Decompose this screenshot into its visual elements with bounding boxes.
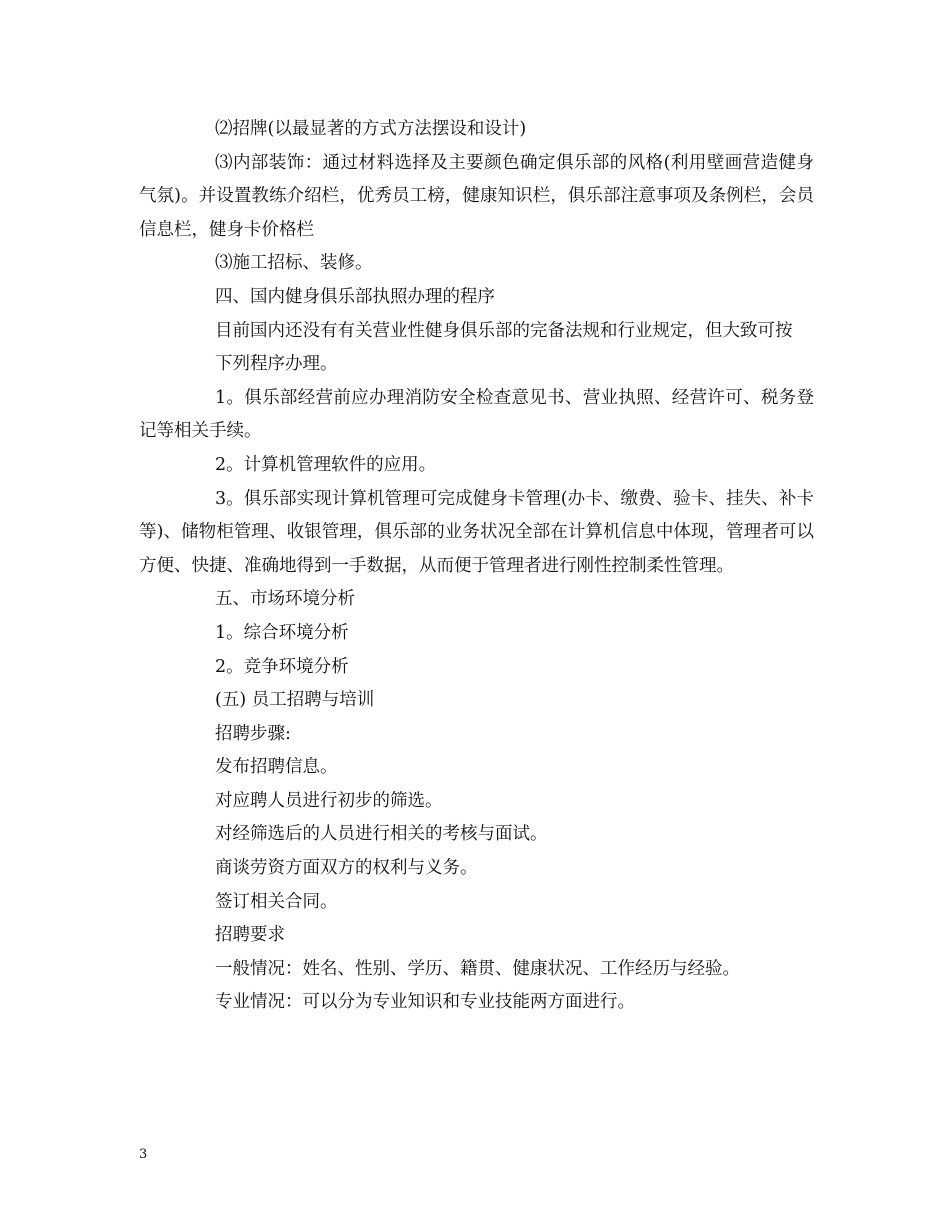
- section-heading-license-procedure: 四、国内健身俱乐部执照办理的程序: [215, 286, 495, 307]
- list-item-step-4: 商谈劳资方面双方的权利与义务。: [215, 858, 478, 879]
- list-item-procedure-3: 3。俱乐部实现计算机管理可完成健身卡管理(办卡、缴费、验卡、挂失、补卡等)、储物柜管理、收银管理，俱乐部的业务状况全部在计算机信息中体现，管理者可以方便、快捷、准确地得到一手数据，从而便于管理者进行刚性控制柔性管理。: [139, 488, 814, 576]
- section-heading-market-analysis: 五、市场环境分析: [215, 589, 355, 610]
- list-item-procedure-2: 2。计算机管理软件的应用。: [215, 454, 437, 475]
- list-item-step-5: 签订相关合同。: [215, 891, 338, 912]
- list-item-step-2: 对应聘人员进行初步的筛选。: [215, 790, 443, 811]
- paragraph-procedure-intro: 下列程序办理。: [215, 354, 338, 375]
- paragraph-signboard: ⑵招牌(以最显著的方式方法摆设和设计): [215, 119, 527, 139]
- paragraph-regulations: 目前国内还没有有关营业性健身俱乐部的完备法规和行业规定，但大致可按: [215, 320, 793, 341]
- page-number: 3: [139, 1147, 148, 1162]
- section-heading-recruitment: (五) 员工招聘与培训: [215, 690, 375, 711]
- list-item-market-1: 1。综合环境分析: [215, 622, 349, 643]
- list-item-step-1: 发布招聘信息。: [215, 757, 338, 778]
- paragraph-professional-requirements: 专业情况：可以分为专业知识和专业技能两方面进行。: [215, 992, 635, 1013]
- subheading-recruitment-steps: 招聘步骤:: [215, 723, 291, 744]
- subheading-recruitment-requirements: 招聘要求: [215, 925, 285, 946]
- paragraph-interior-decoration: ⑶内部装饰：通过材料选择及主要颜色确定俱乐部的风格(利用壁画营造健身气氛)。并设置教练介绍栏，优秀员工榜，健康知识栏，俱乐部注意事项及条例栏，会员信息栏，健身卡价格栏: [139, 152, 814, 240]
- document-body: [139, 113, 814, 1020]
- paragraph-general-requirements: 一般情况：姓名、性别、学历、籍贯、健康状况、工作经历与经验。: [215, 958, 740, 979]
- list-item-procedure-1: 1。俱乐部经营前应办理消防安全检查意见书、营业执照、经营许可、税务登记等相关手续。: [139, 387, 814, 442]
- paragraph-construction-bidding: ⑶施工招标、装修。: [215, 253, 373, 274]
- list-item-market-2: 2。竞争环境分析: [215, 656, 349, 677]
- list-item-step-3: 对经筛选后的人员进行相关的考核与面试。: [215, 824, 548, 845]
